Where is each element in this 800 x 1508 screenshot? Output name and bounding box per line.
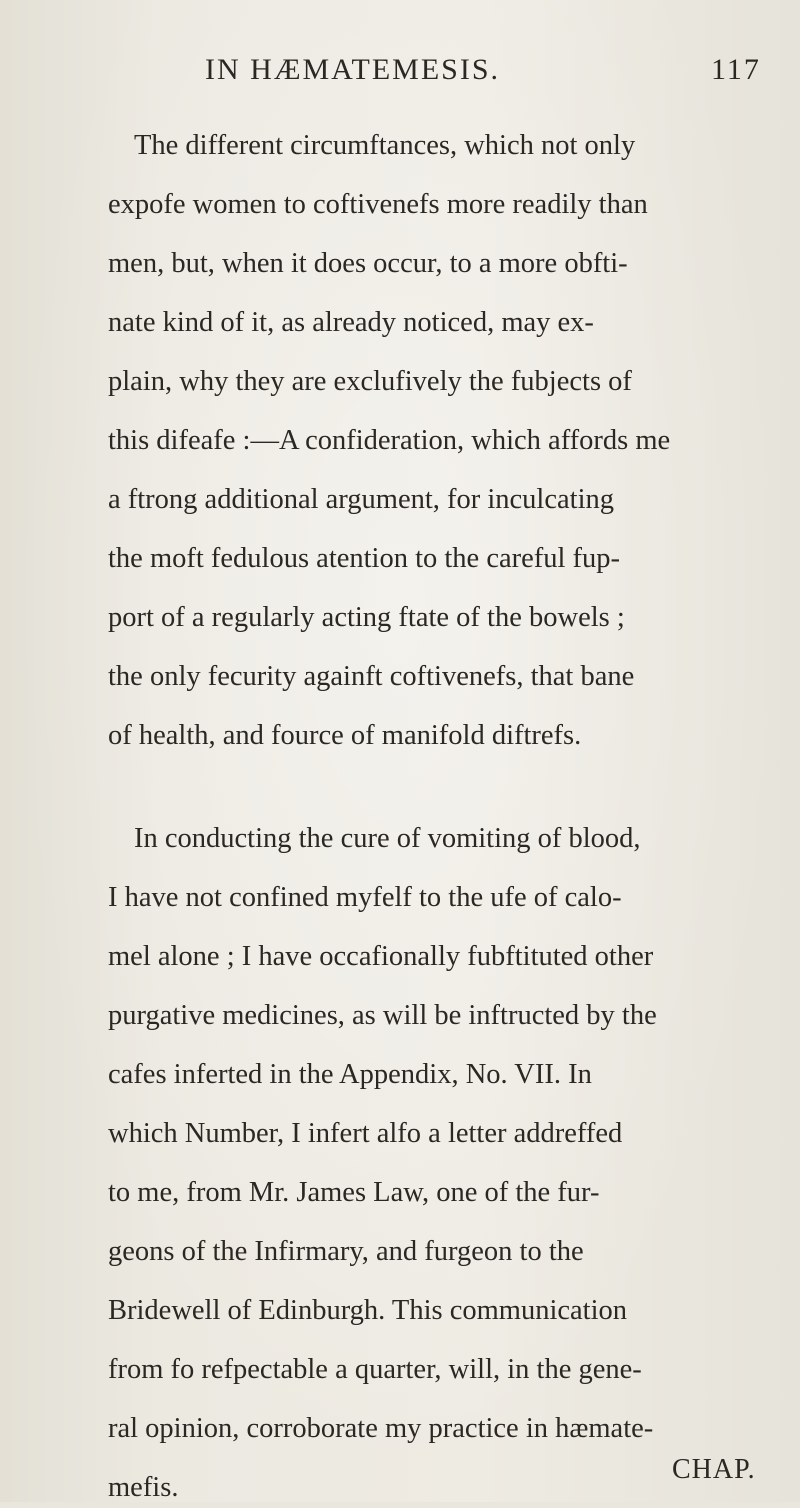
text-line-content: which Number, I infert alfo a letter addreffed: [108, 1118, 623, 1149]
running-head: [0, 50, 800, 90]
text-line-content: to me, from Mr. James Law, one of the fur-: [108, 1177, 600, 1208]
running-head-title: IN HÆMATEMESIS.: [205, 53, 501, 86]
text-line-content: The different circumftances, which not only: [134, 130, 636, 161]
text-line-content: from fo refpectable a quarter, will, in the gene-: [108, 1354, 642, 1385]
text-line-content: nate kind of it, as already noticed, may ex-: [108, 307, 594, 338]
text-line-content: the only fecurity againft coftivenefs, that bane: [108, 661, 635, 692]
text-line-content: expofe women to coftivenefs more readily than: [108, 189, 648, 220]
text-line-content: a ftrong additional argument, for inculcating: [108, 484, 614, 515]
text-line-content: mefis.: [108, 1472, 179, 1503]
text-line-content: I have not confined myfelf to the ufe of calo-: [108, 882, 622, 913]
page-number: 117: [711, 53, 761, 86]
text-line-content: of health, and fource of manifold diftrefs.: [108, 720, 582, 751]
text-line-content: this difeafe :—A confideration, which affords me: [108, 425, 671, 456]
catchword: CHAP.: [672, 1454, 756, 1485]
text-line-content: geons of the Infirmary, and furgeon to the: [108, 1236, 584, 1267]
text-line-content: Bridewell of Edinburgh. This communication: [108, 1295, 627, 1326]
text-line-content: plain, why they are exclufively the fubjects of: [108, 366, 632, 397]
text-line-content: port of a regularly acting ftate of the bowels ;: [108, 602, 625, 633]
text-line-content: mel alone ; I have occafionally fubftituted other: [108, 941, 654, 972]
text-line-content: In conducting the cure of vomiting of blood,: [134, 823, 641, 854]
text-line-content: men, but, when it does occur, to a more obfti-: [108, 248, 628, 279]
text-line-content: ral opinion, corroborate my practice in hæmate-: [108, 1413, 654, 1444]
text-line-content: the moft fedulous atention to the careful fup-: [108, 543, 621, 574]
text-line-content: cafes inferted in the Appendix, No. VII. In: [108, 1059, 592, 1090]
text-line-content: purgative medicines, as will be inftructed by the: [108, 1000, 657, 1031]
